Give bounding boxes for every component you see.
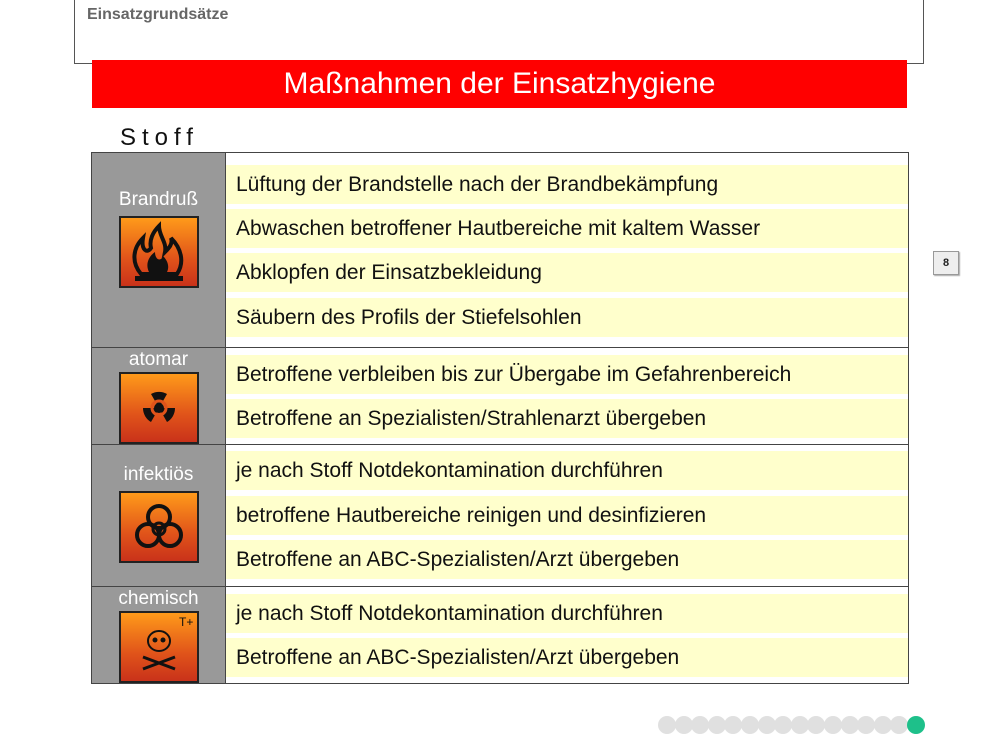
progress-dot[interactable] [741,716,759,734]
progress-dot[interactable] [774,716,792,734]
stoff-label: atomar [128,349,189,370]
stoff-cell [92,348,226,444]
progress-dot[interactable] [807,716,825,734]
toxic-code-label: T+ [179,615,194,629]
page-number-badge: 8 [933,251,959,275]
measure-row: Betroffene an ABC-Spezialisten/Arzt übergeben [226,540,908,580]
measures-list [226,153,908,347]
measures-table [91,152,909,684]
progress-dot[interactable] [841,716,859,734]
toxic-skull-icon [119,611,199,683]
stoff-label: infektiös [123,464,194,485]
progress-dot[interactable] [791,716,809,734]
stoff-cell [92,153,226,347]
progress-dot[interactable] [691,716,709,734]
biohazard-icon [119,491,199,563]
flame-hazard-icon [119,216,199,288]
progress-dot[interactable] [708,716,726,734]
measure-row: je nach Stoff Notdekontamination durchführen [226,451,908,491]
section-title: Einsatzgrundsätze [87,6,229,23]
group-infektioes [92,445,908,587]
stoff-label: chemisch [118,588,199,609]
stoff-cell [92,587,226,683]
progress-dot[interactable] [824,716,842,734]
measure-row: Lüftung der Brandstelle nach der Brandbekämpfung [226,165,908,205]
header-frame [74,0,924,64]
radiation-hazard-icon [119,372,199,444]
group-brandruss [92,153,908,348]
measure-row: Betroffene an ABC-Spezialisten/Arzt übergeben [226,638,908,678]
stoff-cell [92,445,226,586]
measure-row: Betroffene an Spezialisten/Strahlenarzt übergeben [226,399,908,439]
column-header-stoff: Stoff [120,124,199,151]
progress-dot[interactable] [724,716,742,734]
measures-list [226,587,908,683]
progress-dot[interactable] [874,716,892,734]
progress-dot[interactable] [758,716,776,734]
measure-row: betroffene Hautbereiche reinigen und desinfizieren [226,496,908,536]
measure-row: je nach Stoff Notdekontamination durchführen [226,594,908,634]
progress-dot[interactable] [890,716,908,734]
measures-list [226,348,908,444]
slide-title: Maßnahmen der Einsatzhygiene [92,60,907,108]
progress-dot-active[interactable] [907,716,925,734]
measure-row: Betroffene verbleiben bis zur Übergabe im Gefahrenbereich [226,355,908,395]
measure-row: Säubern des Profils der Stiefelsohlen [226,298,908,338]
group-atomar [92,348,908,445]
progress-dot[interactable] [675,716,693,734]
stoff-label: Brandruß [118,189,199,210]
progress-dot[interactable] [857,716,875,734]
group-chemisch [92,587,908,683]
progress-dot[interactable] [658,716,676,734]
measure-row: Abwaschen betroffener Hautbereiche mit kaltem Wasser [226,209,908,249]
measures-list [226,445,908,586]
measure-row: Abklopfen der Einsatzbekleidung [226,253,908,293]
